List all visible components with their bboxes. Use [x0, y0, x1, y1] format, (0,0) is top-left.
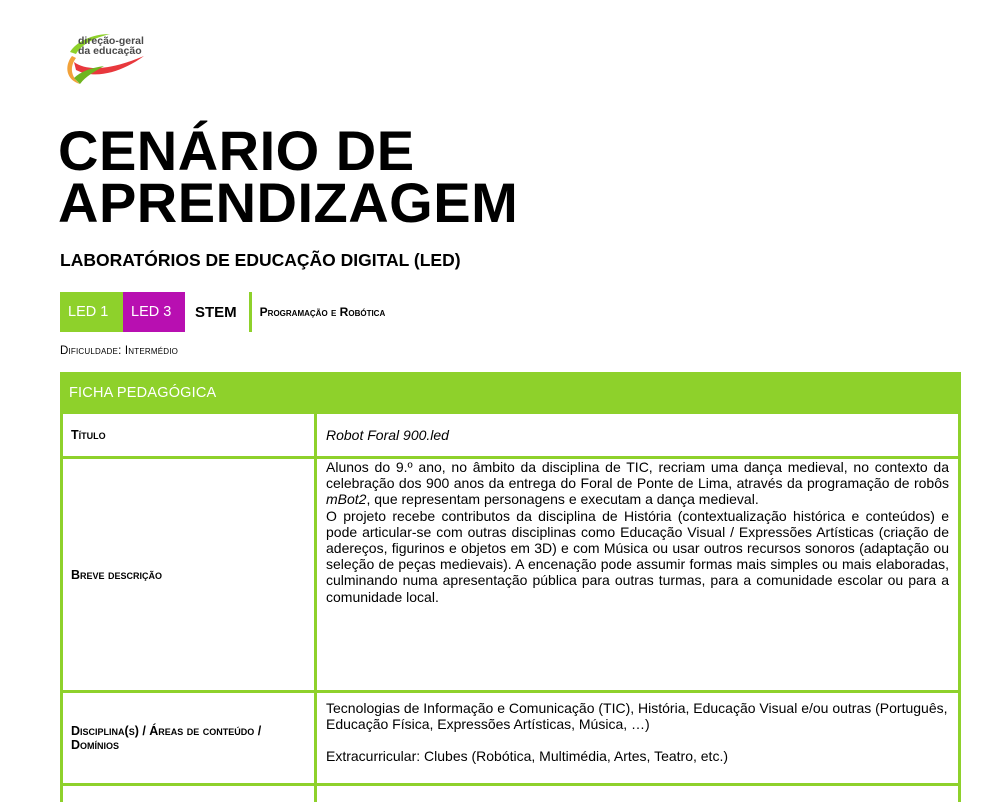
row-value-titulo: Robot Foral 900.led: [326, 426, 449, 443]
title-line2: APRENDIZAGEM: [58, 171, 519, 234]
table-row: [63, 414, 958, 456]
difficulty-label: Dificuldade: Intermédio: [60, 345, 179, 357]
table-row: [63, 690, 958, 783]
spacer: [326, 732, 949, 748]
descricao-paragraph-1: [326, 459, 949, 508]
page-title: [58, 119, 519, 234]
tag-led3: LED 3: [123, 292, 185, 332]
row-value-descricao: [317, 459, 958, 690]
table-row: [63, 456, 958, 690]
page-subtitle: LABORATÓRIOS DE EDUCAÇÃO DIGITAL (LED): [60, 250, 461, 270]
extracurricular-text: Extracurricular: Clubes (Robótica, Multimédia, Artes, Teatro, etc.): [326, 748, 729, 765]
ficha-body: [60, 414, 961, 802]
tag-area: Programação e Robótica: [259, 305, 386, 319]
row-label-titulo: Título: [63, 414, 317, 456]
descricao-robot-name: mBot2: [326, 491, 367, 508]
ficha-header: FICHA PEDAGÓGICA: [60, 372, 961, 414]
descricao-text-a: Alunos do 9.º ano, no âmbito da disciplina de TIC, recriam uma dança medieval, no contexto da celebração dos 900 anos da entrega do Foral de Ponte de Lima, através da programação de robôs: [326, 459, 949, 492]
row-label-descricao: Breve descrição: [63, 459, 317, 690]
logo-line2: da educação: [78, 45, 142, 57]
tag-led1: LED 1: [60, 292, 123, 332]
descricao-text-b: , que representam personagens e executam a dança medieval.: [366, 491, 759, 508]
logo-text: [78, 36, 144, 56]
descricao-paragraph-2: O projeto recebe contributos da disciplina de História (contextualização histórica e conteúdos) e pode articular-se com outras disciplinas como Educação Visual / Expressões Artísticas (criação de adereços, figurinos e objetos em 3D) e com Música ou usar outros recursos sonoros (adaptação ou seleção de peças medievais). A encenação pode assumir formas mais simples ou mais elaboradas, culminando numa apresentação pública para outras turmas, para a comunidade escolar ou para a comunidade local.: [326, 507, 949, 605]
tag-bar: [60, 292, 393, 332]
row-value-disciplinas: [317, 693, 958, 783]
table-row: [63, 783, 958, 802]
disciplinas-text: Tecnologias de Informação e Comunicação (TIC), História, Educação Visual e/ou outras (Português, Educação Física, Expressões Artísticas, Música, …): [326, 700, 948, 733]
row-label-disciplinas: Disciplina(s) / Áreas de conteúdo / Domínios: [63, 693, 317, 783]
title-line1: CENÁRIO DE: [58, 119, 415, 182]
logo-line1: direção-geral: [78, 35, 144, 47]
tag-stem: STEM: [195, 303, 237, 321]
ficha-pedagogica-table: [60, 372, 961, 802]
dge-logo: [60, 26, 160, 88]
